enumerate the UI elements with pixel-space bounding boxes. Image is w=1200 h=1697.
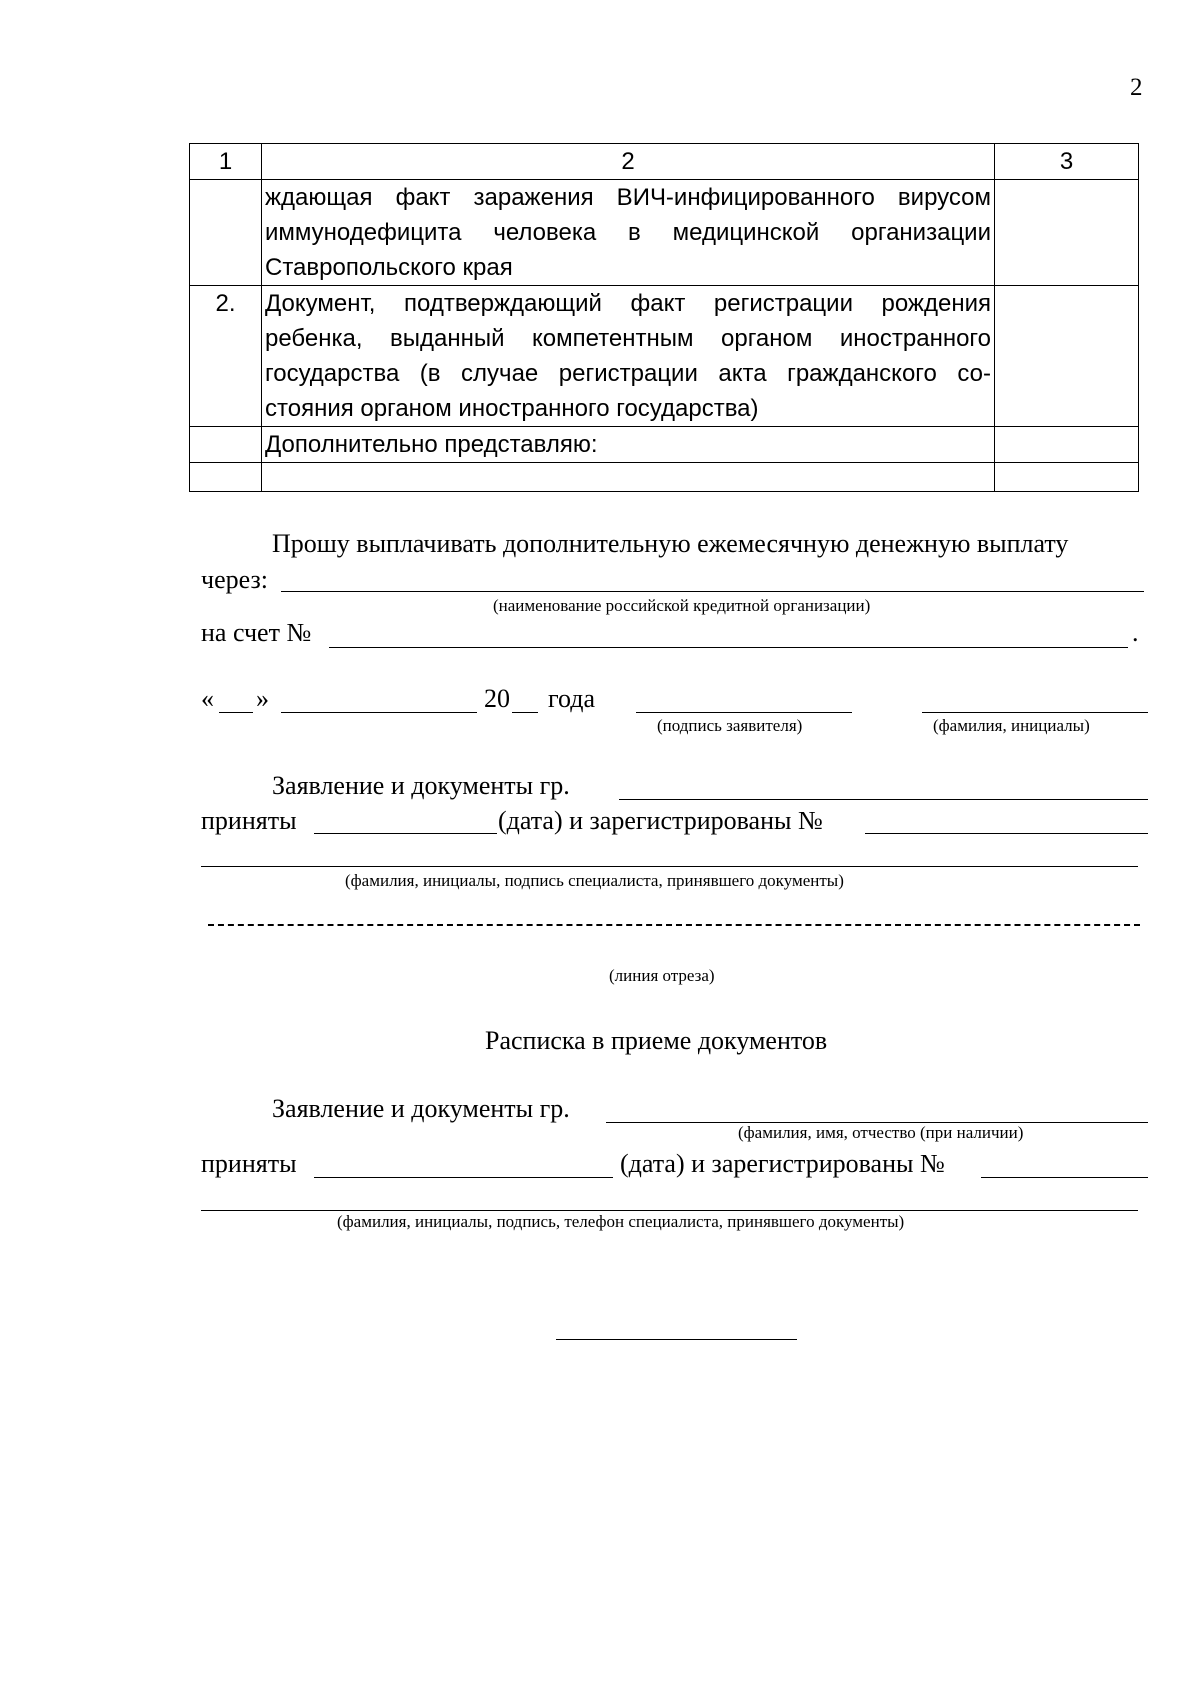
receipt-date-field[interactable]	[314, 1177, 613, 1178]
table-row	[190, 286, 1139, 427]
row-extra	[995, 286, 1139, 427]
bank-name-hint: (наименование российской кредитной организации)	[493, 596, 871, 615]
account-end: .	[1132, 618, 1139, 647]
table-row	[190, 427, 1139, 463]
via-label: через:	[201, 565, 268, 594]
accepted-label: приняты	[201, 806, 297, 835]
receipt-registration-number-field[interactable]	[981, 1177, 1148, 1178]
receipt-fio-hint: (фамилия, имя, отчество (при наличии)	[738, 1123, 1024, 1142]
row-number	[190, 180, 262, 286]
date-close-quote: »	[256, 684, 269, 713]
date-open-quote: «	[201, 684, 214, 713]
registration-number-field[interactable]	[865, 833, 1148, 834]
receipt-specialist-hint: (фамилия, инициалы, подпись, телефон специалиста, принявшего документы)	[337, 1212, 905, 1231]
month-field[interactable]	[281, 712, 477, 713]
applicant-fio-field[interactable]	[619, 799, 1148, 800]
table-row	[190, 463, 1139, 492]
row-extra	[995, 463, 1139, 492]
specialist-field[interactable]	[201, 866, 1138, 867]
year-word: года	[548, 684, 596, 713]
row-text: ждающая факт заражения ВИЧ-инфицированного вирусом иммунодефицита человека в медицинской организации Ставропольского края	[262, 180, 995, 286]
account-number-field[interactable]	[329, 647, 1128, 648]
applicant-signature-field[interactable]	[636, 712, 852, 713]
row-text: Дополнительно представляю:	[262, 427, 995, 463]
row-number: 2.	[190, 286, 262, 427]
table-header-row	[190, 144, 1139, 180]
bank-name-field[interactable]	[281, 591, 1144, 592]
accept-date-field[interactable]	[314, 833, 497, 834]
specialist-hint: (фамилия, инициалы, подпись специалиста, принявшего документы)	[345, 871, 844, 890]
receipt-line1: Заявление и документы гр.	[272, 1094, 570, 1123]
receipt-accepted-label: приняты	[201, 1149, 297, 1178]
row-extra	[995, 180, 1139, 286]
name-hint: (фамилия, инициалы)	[933, 716, 1090, 735]
day-field[interactable]	[219, 712, 253, 713]
row-number	[190, 427, 262, 463]
row-text	[262, 463, 995, 492]
header-cell-2: 2	[262, 144, 995, 180]
page-number: 2	[1130, 74, 1143, 101]
documents-table	[189, 143, 1139, 492]
end-rule	[556, 1339, 797, 1340]
year-field[interactable]	[512, 712, 538, 713]
request-intro: Прошу выплачивать дополнительную ежемесячную денежную выплату	[272, 529, 1069, 558]
row-number	[190, 463, 262, 492]
date-reg-text: (дата) и зарегистрированы №	[498, 806, 823, 835]
header-cell-3: 3	[995, 144, 1139, 180]
header-cell-1: 1	[190, 144, 262, 180]
receipt-date-reg-text: (дата) и зарегистрированы №	[620, 1149, 945, 1178]
table-row	[190, 180, 1139, 286]
signature-hint: (подпись заявителя)	[657, 716, 803, 735]
applicant-name-field[interactable]	[922, 712, 1148, 713]
receipt-title: Расписка в приеме документов	[485, 1026, 828, 1055]
acceptance-line1: Заявление и документы гр.	[272, 771, 570, 800]
receipt-specialist-field[interactable]	[201, 1210, 1138, 1211]
cut-line	[208, 924, 1140, 926]
row-text: Документ, подтверждающий факт регистрации рождения ребенка, выданный компетентным органом иностранного государства (в случае регистрации акта гражданского со-стояния органом иностранного государства)	[262, 286, 995, 427]
year-prefix: 20	[484, 684, 510, 713]
cut-line-hint: (линия отреза)	[609, 966, 715, 985]
row-extra	[995, 427, 1139, 463]
account-label: на счет №	[201, 618, 312, 647]
